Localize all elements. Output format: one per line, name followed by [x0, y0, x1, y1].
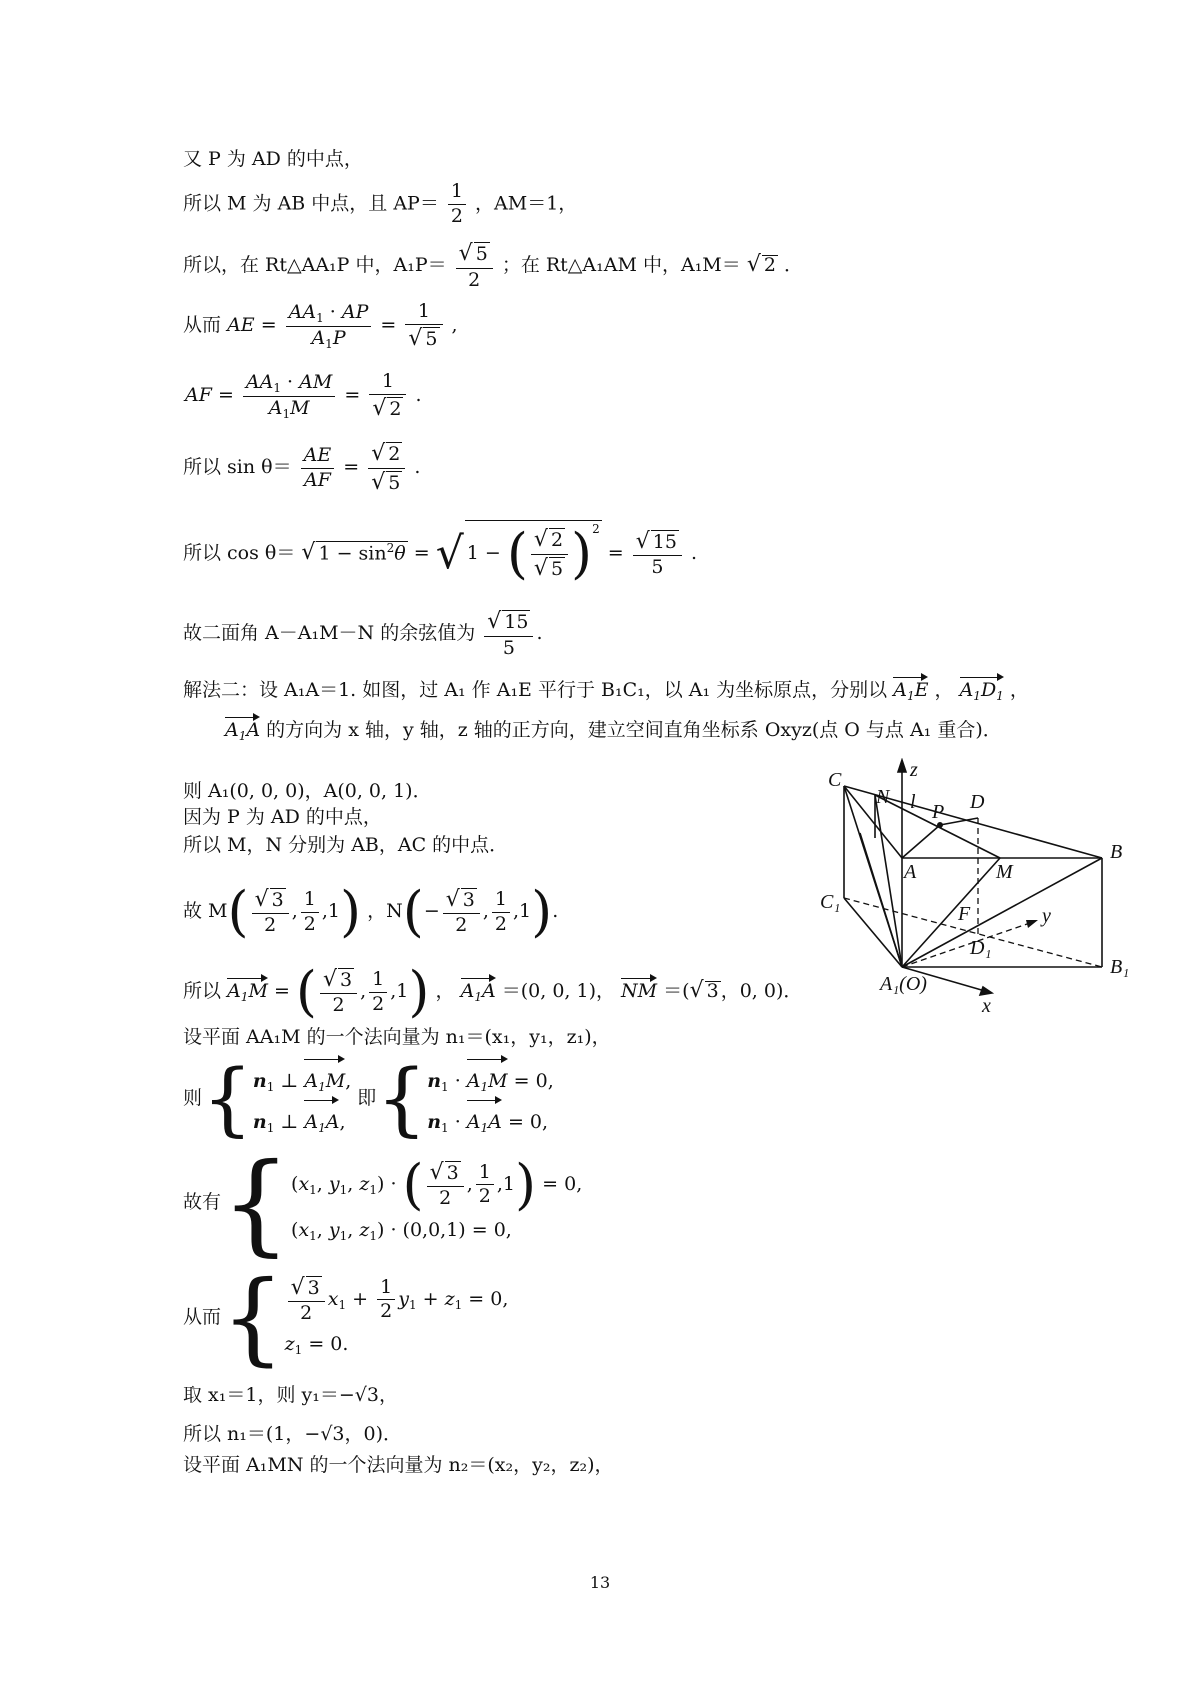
fig-label-1: z [910, 759, 918, 781]
text-segment: ＝(0, 0, 1)， [501, 980, 615, 1002]
text-segment: 从而 [183, 1306, 222, 1328]
text-segment: ，N [367, 900, 403, 922]
text-line-21: 所以 n₁＝(1，−√3，0)． [183, 1423, 403, 1445]
text-segment: ；在 Rt△A₁AM 中，A₁M＝ [501, 254, 741, 277]
text-line-9: 解法二：设 A₁A＝1. 如图，过 A₁ 作 A₁E 平行于 B₁C₁，以 A₁ 为坐标原点，分别以 $A_1E$ ， $A_1D_1$ ， [183, 676, 1029, 702]
text-line-2 [183, 180, 577, 229]
edge-a1-mid [860, 833, 902, 967]
text-line-1: 又 P 为 AD 的中点， [183, 148, 363, 170]
text-segment: 所以 [183, 980, 222, 1002]
text-segment: 故有 [183, 1191, 222, 1213]
edge-ap [902, 825, 940, 858]
fig-label-5: P [932, 801, 945, 823]
fig-label-2: N [876, 786, 890, 808]
text-line-12: 因为 P 为 AD 的中点， [183, 806, 382, 828]
text-line-8: 故二面角 A－A₁M－N 的余弦值为 $\frac{√ 15}{5}$ . [183, 609, 543, 659]
formula-ae: 从而 AE = $\frac{AA_1 \cdot AP}{A_1P}$ = $\frac{1}{√ 5}$ , [183, 300, 458, 351]
page-number: 13 [589, 1573, 611, 1592]
text-segment: 所以 cos θ＝ [183, 542, 296, 564]
formula-mn-coords: 故 M( $\frac{√ 3}{2}$ , $\frac{1}{2}$ ,1) ，N(− $\frac{√ 3}{2}$ , $\frac{1}{2}$ ,1). [183, 880, 559, 943]
fig-label-13: B₁ [1110, 956, 1130, 978]
fraction-root5-over-2: $\frac{√ 5}{2}$ [456, 240, 493, 292]
text-segment: 则 [183, 1087, 203, 1110]
fig-label-3: l [910, 791, 916, 813]
text-segment: 所以 M 为 AB 中点，且 AP＝ [183, 192, 439, 215]
text-segment: ． [784, 254, 804, 277]
text-line-13: 所以 M，N 分别为 AB，AC 的中点． [183, 834, 509, 856]
formula-af: AF = $\frac{AA_1 \cdot AM}{A_1M}$ = $\frac{1}{√ 2}$ . [185, 370, 422, 421]
text-line-22: 设平面 A₁MN 的一个法向量为 n₂＝(x₂，y₂，z₂)， [183, 1454, 614, 1476]
fraction-one-half: $\frac{1}{2}$ [448, 180, 466, 229]
text-segment: ，0, 0)． [720, 980, 803, 1002]
edge-ca [844, 786, 902, 858]
text-segment: 所以，在 Rt△AA₁P 中，A₁P＝ [183, 254, 447, 277]
y-axis-arrow [1026, 920, 1038, 928]
fig-label-12: D₁ [970, 937, 992, 959]
fig-label-6: B [1110, 841, 1123, 863]
fig-label-0: C [828, 769, 842, 791]
fig-label-8: M [996, 861, 1013, 883]
text-segment: 即 [357, 1087, 377, 1110]
fig-label-15: x [982, 995, 991, 1017]
text-line-10: $A_1A$ 的方向为 x 轴，y 轴，z 轴的正方向，建立空间直角坐标系 Oxyz(点 O 与点 A₁ 重合)． [225, 716, 1002, 742]
fig-label-11: y [1042, 905, 1051, 927]
text-line-11: 则 A₁(0, 0, 0)，A(0, 0, 1)． [183, 780, 432, 802]
formula-system-dot: 故有{ ($x_1$, $y_1$, $z_1$) · ( $\frac{√ 3}{2}$ , $\frac{1}{2}$ ,1) = 0, ($x_1$, $y_1$, $z_1) \cdot (0,0,1) = 0$, [183, 1139, 583, 1267]
text-segment: 故 M [183, 900, 228, 922]
text-line-3: 所以，在 Rt△AA₁P 中，A₁P＝ $\frac{√ 5}{2}$ ；在 Rt△A₁AM 中，A₁M＝ √ 2 ． [183, 241, 804, 291]
formula-system-eq: 从而{ $\frac{√ 3}{2}$ $x_1$ + $\frac{1}{2}$ $y_1 + z_1 = 0$, $z_1 = 0$. [183, 1259, 509, 1376]
edge-a1n [875, 795, 902, 967]
formula-cos: 所以 cos θ＝ √ $1 - \sin^2\theta$ = √ 1 − ( $\frac{√ 2}{√ 5}$ )$^2$ = $\frac{√ 15}{5}$ . [183, 522, 698, 585]
text-segment: 的方向为 x 轴，y 轴，z 轴的正方向，建立空间直角坐标系 Oxyz(点 O 与点 A₁ 重合)． [266, 719, 1002, 741]
formula-system-perp: 则{ $n_1$ ⊥ $A_1M$, $n_1$ ⊥ $A_1A$, 即{ $n_1 \cdot A_1M = 0$, $n_1 \cdot A_1A = 0$, [183, 1052, 554, 1146]
z-axis-arrow [898, 760, 906, 772]
text-segment: 故二面角 A－A₁M－N 的余弦值为 [183, 622, 476, 645]
text-segment: 解法二：设 A₁A＝1. 如图，过 A₁ 作 A₁E 平行于 B₁C₁，以 A₁ 为坐标原点，分别以 [183, 679, 888, 701]
fig-label-7: A [904, 861, 917, 883]
text-segment: 从而 [183, 314, 222, 337]
text-segment: 所以 sin θ＝ [183, 456, 292, 478]
text-segment: ＝( [663, 980, 690, 1002]
fig-label-4: D [970, 791, 985, 813]
text-segment: ，AM＝1， [475, 192, 578, 215]
fig-label-14: A₁(O) [880, 973, 927, 995]
text-segment: ， [435, 980, 455, 1002]
fig-label-10: F [958, 903, 971, 925]
geometry-figure [820, 758, 1140, 1038]
formula-vectors: 所以 $A_1M$ = ( $\frac{√ 3}{2}$ , $\frac{1}{2}$ ,1) ， $A_1A =(0$, 0, 1)， NM ＝(√ 3 ，0, 0)． [183, 960, 803, 1023]
fig-label-9: C₁ [820, 891, 841, 913]
x-axis-arrow [980, 987, 992, 995]
formula-sin: 所以 sin θ＝ $\frac{AE}{AF}$ = $\frac{√ 2}{√ 5}$ . [183, 441, 421, 495]
text-segment: AF = [185, 384, 234, 407]
text-line-16: 设平面 AA₁M 的一个法向量为 n₁＝(x₁，y₁，z₁)， [183, 1026, 611, 1048]
text-line-20: 取 x₁＝1，则 y₁＝−√3， [183, 1384, 398, 1406]
